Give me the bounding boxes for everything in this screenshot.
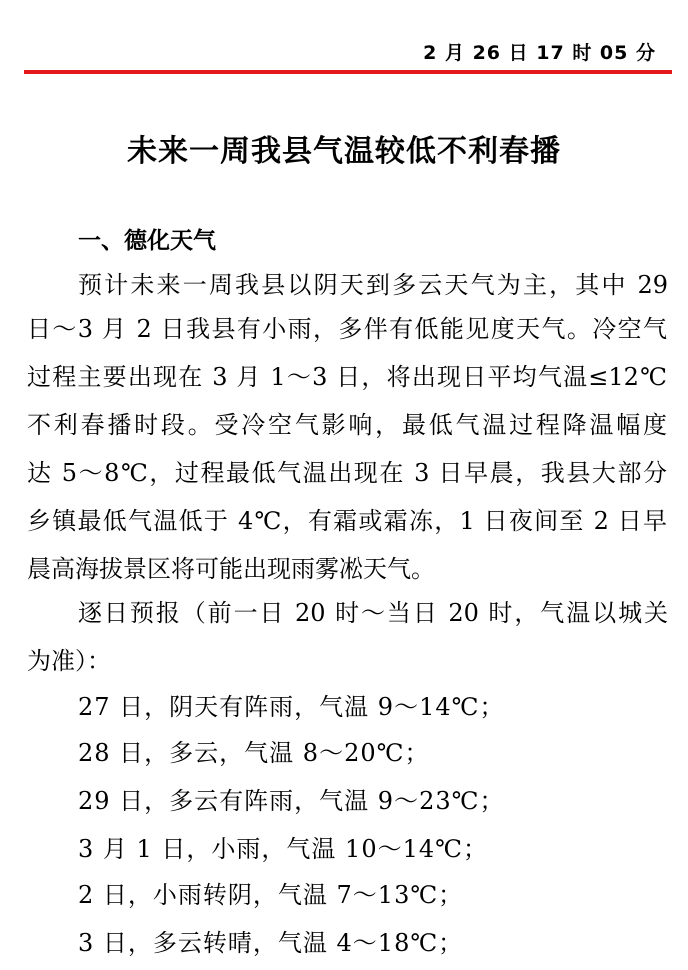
paragraph-line: 日～3 月 2 日我县有小雨，多伴有低能见度天气。冷空气 [27, 315, 667, 343]
header-red-rule [24, 70, 672, 74]
paragraph-line: 达 5～8℃，过程最低气温出现在 3 日早晨，我县大部分 [27, 459, 667, 487]
document-title: 未来一周我县气温较低不利春播 [127, 134, 561, 169]
forecast-item: 3 日，多云转晴，气温 4～18℃； [78, 929, 464, 957]
paragraph-line: 预计未来一周我县以阴天到多云天气为主，其中 29 [78, 271, 668, 299]
forecast-item: 28 日，多云，气温 8～20℃； [78, 739, 430, 767]
paragraph-line: 乡镇最低气温低于 4℃，有霜或霜冻，1 日夜间至 2 日早 [27, 507, 667, 535]
paragraph-line: 逐日预报（前一日 20 时～当日 20 时，气温以城关 [78, 599, 668, 627]
paragraph-line: 晨高海拔景区将可能出现雨雾凇天气。 [27, 555, 435, 583]
paragraph-line: 过程主要出现在 3 月 1～3 日，将出现日平均气温≤12℃ [27, 363, 667, 391]
paragraph-line: 不利春播时段。受冷空气影响，最低气温过程降温幅度 [27, 411, 667, 439]
section-heading: 一、德化天气 [78, 228, 216, 254]
forecast-item: 29 日，多云有阵雨，气温 9～23℃； [78, 787, 505, 815]
forecast-item: 2 日，小雨转阴，气温 7～13℃； [78, 881, 464, 909]
forecast-item: 27 日，阴天有阵雨，气温 9～14℃； [78, 693, 505, 721]
report-timestamp: 2 月 26 日 17 时 05 分 [423, 42, 656, 64]
forecast-item: 3 月 1 日，小雨，气温 10～14℃； [78, 835, 488, 863]
paragraph-line: 为准）： [27, 647, 111, 675]
